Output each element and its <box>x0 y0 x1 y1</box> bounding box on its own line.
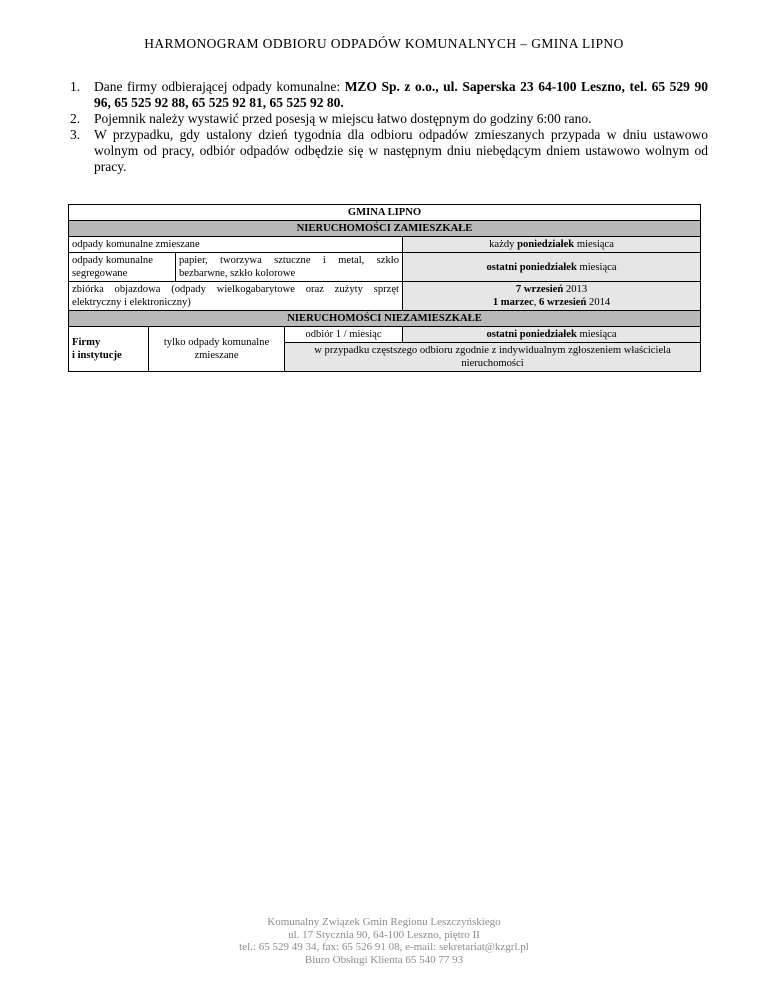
segregated-waste-cell <box>69 253 403 282</box>
intro-number: 3. <box>70 127 81 142</box>
schedule-table <box>68 204 701 372</box>
segregated-waste-label: odpady komunalne segregowane <box>69 253 176 281</box>
date-separator: , <box>533 297 539 308</box>
footer-address: ul. 17 Stycznia 90, 64-100 Leszno, piętro II <box>288 928 480 941</box>
bulky-date-2014 <box>406 296 697 309</box>
footer-contact: tel.: 65 529 49 34, fax: 65 526 91 08, e-mail: sekretariat@kzgrl.pl <box>239 941 529 953</box>
intro-text: Pojemnik należy wystawić przed posesją w miejscu łatwo dostępnym do godziny 6:00 rano. <box>94 111 592 126</box>
company-contact: MZO Sp. z o.o., ul. Saperska 23 64-100 Leszno, tel. 65 529 90 96, 65 525 92 88, 65 525 92 81, 65 525 92 80. <box>94 79 708 110</box>
intro-item-3 <box>70 127 708 175</box>
mixed-waste-schedule <box>403 237 701 253</box>
date-bold: 6 wrzesień <box>539 297 587 308</box>
intro-number: 2. <box>70 111 81 126</box>
non-residential-header: NIERUCHOMOŚCI NIEZAMIESZKAŁE <box>69 311 701 327</box>
frequency-label: odbiór 1 / miesiąc <box>285 327 403 343</box>
bulky-date-2013 <box>406 283 697 296</box>
intro-item-2 <box>70 111 708 127</box>
date-bold: 1 marzec <box>492 297 534 308</box>
footer <box>0 916 768 966</box>
date-year: 2014 <box>586 297 611 308</box>
schedule-day: poniedziałek <box>517 239 575 250</box>
non-residential-schedule <box>403 327 701 343</box>
municipality-header: GMINA LIPNO <box>69 205 701 221</box>
intro-item-1 <box>70 79 708 111</box>
date-year: 2013 <box>563 284 588 295</box>
schedule-text: miesiąca <box>576 329 617 340</box>
schedule-text: każdy <box>489 239 518 250</box>
document-title: HARMONOGRAM ODBIORU ODPADÓW KOMUNALNYCH – GMINA LIPNO <box>144 36 624 51</box>
bulky-waste-dates <box>403 282 701 311</box>
segregated-waste-types <box>176 253 402 281</box>
waste-type-label: tylko odpady komunalne zmieszane <box>149 327 285 372</box>
schedule-text: miesiąca <box>576 261 617 273</box>
waste-types-line: papier, tworzywa sztuczne i metal, szkło <box>179 255 399 266</box>
date-bold: 7 wrzesień <box>515 284 564 295</box>
waste-types-line: bezbarwne, szkło kolorowe <box>179 268 296 279</box>
schedule-day: ostatni poniedziałek <box>486 329 577 340</box>
institutions-line: i instytucje <box>72 350 122 361</box>
institutions-label <box>69 327 149 372</box>
frequent-pickup-note: w przypadku częstszego odbioru zgodnie z indywidualnym zgłoszeniem właściciela nieruchomości <box>285 343 701 372</box>
footer-org: Komunalny Związek Gmin Regionu Leszczyńskiego <box>267 916 501 928</box>
mixed-waste-label: odpady komunalne zmieszane <box>69 237 403 253</box>
intro-list <box>70 79 708 175</box>
institutions-line: Firmy <box>72 337 101 348</box>
bulky-waste-label: zbiórka objazdowa (odpady wielkogabarytowe oraz zużyty sprzęt elektryczny i elektroniczny) <box>69 282 403 311</box>
schedule-text: miesiąca <box>574 239 614 250</box>
intro-text: W przypadku, gdy ustalony dzień tygodnia dla odbioru odpadów zmieszanych przypada w dniu ustawowo wolnym od pracy, odbiór odpadów odbędzie się w następnym dniu niebędącym dniem ustawowo wolnym od pracy. <box>94 127 708 174</box>
intro-number: 1. <box>70 79 81 94</box>
residential-header: NIERUCHOMOŚCI ZAMIESZKAŁE <box>69 221 701 237</box>
schedule-day: ostatni poniedziałek <box>486 261 577 273</box>
intro-text: Dane firmy odbierającej odpady komunalne: <box>94 79 345 94</box>
segregated-waste-schedule <box>403 253 701 282</box>
footer-service: Biuro Obsługi Klienta 65 540 77 93 <box>304 953 464 966</box>
